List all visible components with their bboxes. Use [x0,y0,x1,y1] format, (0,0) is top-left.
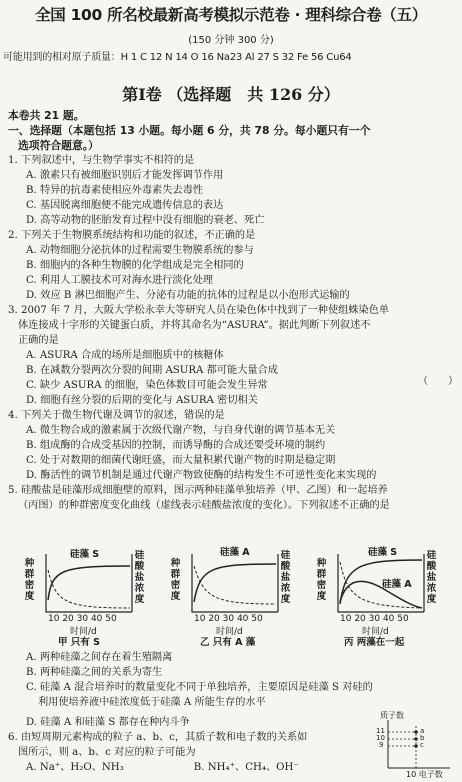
q6-point-b [414,737,418,741]
q5-option-c: C. 硅藻 A 混合培养时的数量变化不同于单独培养，主要原因是硅藻 S 对硅的 [26,682,373,693]
yi-caption: 乙 只有 A 藻 [200,637,256,648]
q5-option-d: D. 硅藻 A 和硅藻 S 都存在种内斗争 [26,717,190,728]
bing-xticks: 10 20 30 40 50 [340,614,409,624]
q2-option-b: B. 细胞内的各种生物膜的化学组成是完全相同的 [26,260,244,271]
jia-ylabel: 种群密度 [24,558,35,602]
q6-label-c: c [420,741,424,749]
exam-title: 全国 100 所名校最新高考模拟示范卷 · 理科综合卷（五） [35,6,427,24]
population-charts [20,540,445,648]
bing-series-a-label: 硅藻 A [382,579,412,590]
q5-stem-line1: 5. 硅酸盐是硅藻形成细胞壁的原料，图示两种硅藻单独培养（甲、乙图）和一起培养 [8,485,388,496]
yi-xticks: 10 20 30 40 50 [194,614,263,624]
q2-option-a: A. 动物细胞分泌抗体的过程需要生物膜系统的参与 [26,245,254,256]
q4-option-c: C. 处于对数期的细菌代谢旺盛，而大量积累代谢产物的时期是稳定期 [26,455,336,466]
q3-stem-line3: 正确的是 [18,335,59,346]
jia-yrlabel: 硅酸盐浓度 [134,550,145,605]
jia-series-s-curve [48,566,130,600]
q6-xlabel: 10 电子数 [406,770,443,779]
q5-option-b: B. 两种硅藻之间的关系为寄生 [26,667,163,678]
q1-option-a: A. 激素只有被细胞识别后才能发挥调节作用 [26,170,224,181]
questions [8,108,456,513]
q6-option-b: B. NH₄⁺、CH₄、OH⁻ [193,762,299,773]
q6-point-a [414,730,418,734]
jia-caption: 甲 只有 S [58,637,100,648]
instructions-line1: 一、选择题（本题包括 13 小题。每小题 6 分，共 78 分。每小题只有一个 [8,124,371,137]
q4-option-d: D. 酶活性的调节机制是通过代谢产物致使酶的结构发生不可逆性变化来实现的 [26,470,377,481]
q4-stem: 4. 下列关于微生物代谢及调节的叙述，错误的是 [8,410,225,421]
bing-series-s-label: 硅藻 S [368,547,398,558]
q6-label-b: b [420,734,425,742]
yi-silicate-curve [194,566,276,604]
q6-tick-11: 11 [376,727,385,735]
yi-series-a-curve [194,564,276,602]
yi-xunit: 时间/d [216,627,243,637]
q3-answer-paren: （ ） [418,376,458,387]
q6-tick-10: 10 [376,734,385,742]
jia-xticks: 10 20 30 40 50 [48,614,117,624]
yi-series-a-label: 硅藻 A [220,547,250,558]
chart-yi [166,540,296,648]
question-6 [8,717,348,775]
q6-stem-line2: 图所示，则 a、b、c 对应的粒子可能为 [18,747,196,758]
jia-xunit: 时间/d [70,627,97,637]
q2-stem: 2. 下列关于生物膜系统结构和功能的叙述，不正确的是 [8,230,256,241]
q6-point-c [414,744,418,748]
yi-ylabel: 种群密度 [170,558,181,602]
bing-ylabel: 种群密度 [316,558,327,602]
q3-stem-line2: 体连接成十字形的关键蛋白质，并将其命名为“ASURA”。据此判断下列叙述不 [18,320,371,331]
q2-option-d: D. 效应 B 淋巴细胞产生、分泌有功能的抗体的过程是以小泡形式运输的 [26,290,350,301]
q6-ylabel: 质子数 [380,711,404,720]
q1-option-d: D. 高等动物的胚胎发育过程中没有细胞的衰老、死亡 [26,215,265,226]
chart-bing [312,540,442,648]
instructions-line2: 选项符合题意。） [18,139,99,152]
q6-tick-9: 9 [379,741,384,749]
q6-label-a: a [420,727,425,735]
q3-option-b: B. 在减数分裂两次分裂的间期 ASURA 都可能大量合成 [26,365,278,376]
q6-option-a: A. Na⁺、H₂O、NH₃ B. NH₄⁺、CH₄、OH⁻ [26,762,299,773]
bing-yrlabel: 硅酸盐浓度 [426,550,437,605]
q6-chart [370,712,458,778]
bing-xunit: 时间/d [362,627,389,637]
exam-duration: (150 分钟 300 分) [188,35,274,46]
q3-option-a: A. ASURA 合成的场所是细胞质中的核糖体 [26,350,224,361]
q5-option-c-cont: 利用使培养液中硅浓度低于硅藻 A 所能生存的水平 [38,697,266,708]
q4-option-b: B. 组成酶的合成受基因的控制，而诱导酶的合成还要受环境的制约 [26,440,326,451]
bing-caption: 丙 两藻在一起 [344,637,405,648]
q1-option-b: B. 特异的抗毒素使相应外毒素失去毒性 [26,185,203,196]
q3-option-d: D. 细胞有丝分裂的后期的变化与 ASURA 密切相关 [26,395,258,406]
jia-series-s-label: 硅藻 S [70,549,100,560]
section-title: 第Ⅰ卷 （选择题 共 126 分） [122,85,340,104]
jia-silicate-curve [48,570,130,608]
q2-option-c: C. 利用人工膜技术可对海水进行淡化处理 [26,275,214,286]
q3-stem-line1: 3. 2007 年 7 月，大阪大学松永幸大等研究人员在染色体中找到了一种使组蛛染色单 [8,305,390,316]
q3-option-c: C. 缺少 ASURA 的细胞，染色体数目可能会发生异常 [26,380,268,391]
q4-option-a: A. 微生物合成的激素属于次级代谢产物，与自身代谢的调节基本无关 [26,425,336,436]
yi-yrlabel: 硅酸盐浓度 [280,550,291,605]
q5-options [8,650,456,710]
q5-option-a: A. 两种硅藻之间存在着生殖隔离 [26,652,173,663]
chart-jia [20,540,150,648]
question-count: 本卷共 21 题。 [8,109,85,122]
q6-stem-line1: 6. 由短周期元素构成的粒子 a、b、c，其质子数和电子数的关系如 [8,732,308,743]
q1-stem: 1. 下列叙述中，与生物学事实不相符的是 [8,155,195,166]
q1-option-c: C. 基因脱离细胞便不能完成遗传信息的表达 [26,200,224,211]
atomic-masses: 可能用到的相对原子质量：H 1 C 12 N 14 O 16 Na23 Al 27 S 32 Fe 56 Cu64 [3,52,352,63]
q5-stem-line2: （丙图）的种群密度变化曲线（虚线表示硅酸盐浓度的变化）。下列叙述不正确的是 [18,500,390,511]
